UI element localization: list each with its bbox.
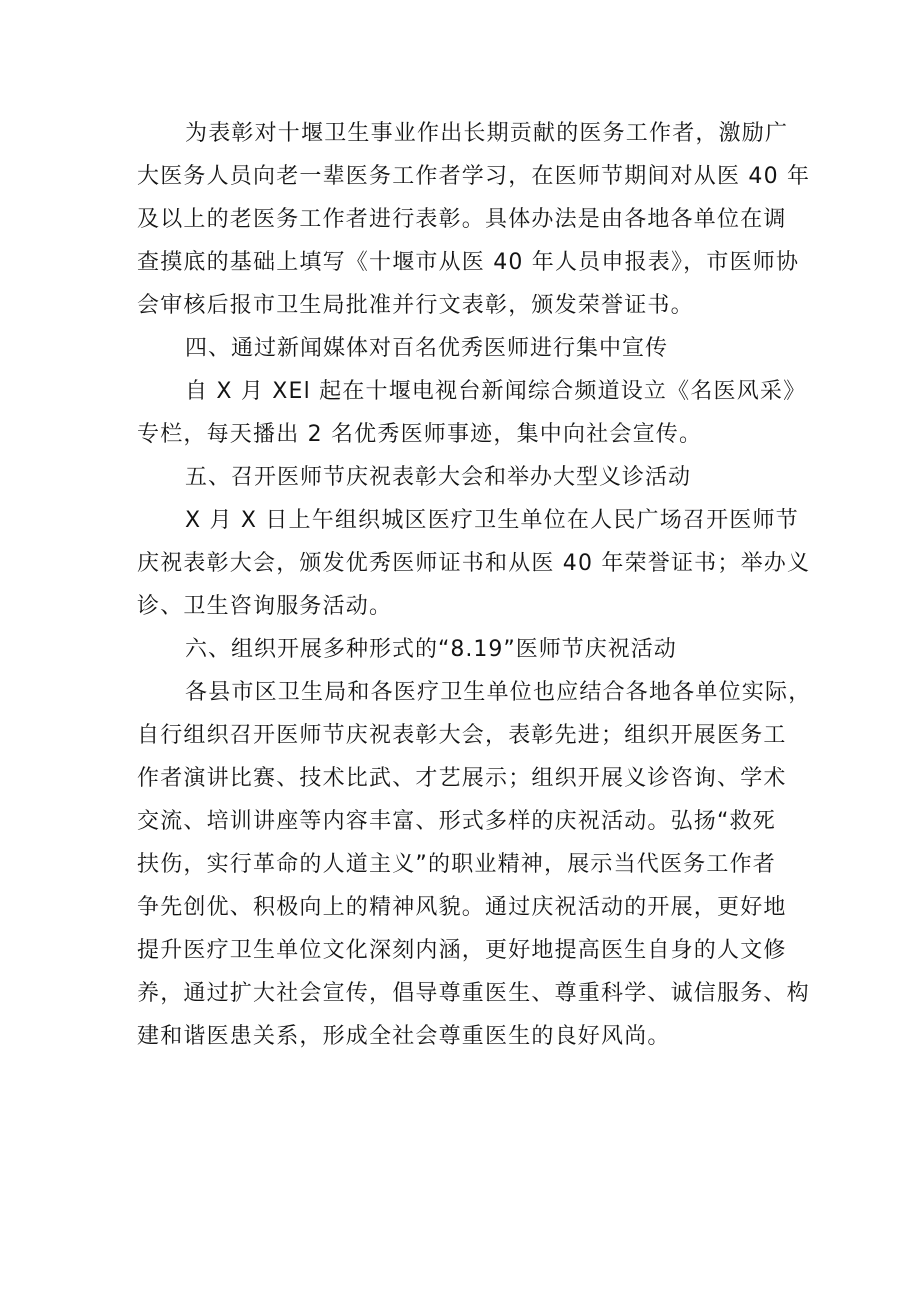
- text-line: 养，通过扩大社会宣传，倡导尊重医生、尊重科学、诚信服务、构: [137, 981, 810, 1006]
- text-line: 大医务人员向老一辈医务工作者学习，在医师节期间对从医 40 年: [137, 164, 811, 189]
- text-line: 会审核后报市卫生局批准并行文表彰，颁发荣誉证书。: [137, 293, 694, 318]
- heading-line: 六、组织开展多种形式的“8.19”医师节庆祝活动: [185, 637, 677, 662]
- text-line: 扶伤，实行革命的人道主义”的职业精神，展示当代医务工作者: [137, 852, 776, 877]
- paragraph-section-5: [137, 499, 811, 628]
- text-line: 作者演讲比赛、技术比武、才艺展示；组织开展义诊咨询、学术: [137, 766, 787, 791]
- heading-line: 五、召开医师节庆祝表彰大会和举办大型义诊活动: [185, 465, 692, 490]
- paragraph-commendation-intro: [137, 112, 811, 327]
- text-line: 庆祝表彰大会，颁发优秀医师证书和从医 40 年荣誉证书；举办义: [137, 551, 811, 576]
- text-line: 提升医疗卫生单位文化深刻内涵，更好地提高医生自身的人文修: [137, 938, 787, 963]
- paragraph-section-4: [137, 370, 807, 456]
- section-heading-4: [137, 327, 797, 370]
- paragraph-section-6: [137, 671, 812, 1058]
- text-line: 自 X 月 XEl 起在十堰电视台新闻综合频道设立《名医风采》: [185, 379, 807, 404]
- text-line: 自行组织召开医师节庆祝表彰大会，表彰先进；组织开展医务工: [137, 723, 787, 748]
- section-heading-6: [137, 628, 797, 671]
- text-line: 及以上的老医务工作者进行表彰。具体办法是由各地各单位在调: [137, 207, 787, 232]
- text-line: 诊、卫生咨询服务活动。: [137, 594, 393, 619]
- text-line: 专栏，每天播出 2 名优秀医师事迹，集中向社会宣传。: [137, 422, 703, 447]
- text-line: 争先创优、积极向上的精神风貌。通过庆祝活动的开展，更好地: [137, 895, 787, 920]
- text-line: 建和谐医患关系，形成全社会尊重医生的良好风尚。: [137, 1024, 671, 1049]
- text-line: 查摸底的基础上填写《十堰市从医 40 年人员申报表》，市医师协: [137, 250, 800, 275]
- text-line: 各县市区卫生局和各医疗卫生单位也应结合各地各单位实际，: [185, 680, 812, 705]
- heading-line: 四、通过新闻媒体对百名优秀医师进行集中宣传: [185, 336, 669, 361]
- text-line: 交流、培训讲座等内容丰富、形式多样的庆祝活动。弘扬“救死: [137, 809, 776, 834]
- document-body: [137, 112, 812, 1058]
- text-line: 为表彰对十堰卫生事业作出长期贡献的医务工作者，激励广: [185, 121, 789, 146]
- text-line: X 月 X 日上午组织城区医疗卫生单位在人民广场召开医师节: [185, 508, 799, 533]
- section-heading-5: [137, 456, 797, 499]
